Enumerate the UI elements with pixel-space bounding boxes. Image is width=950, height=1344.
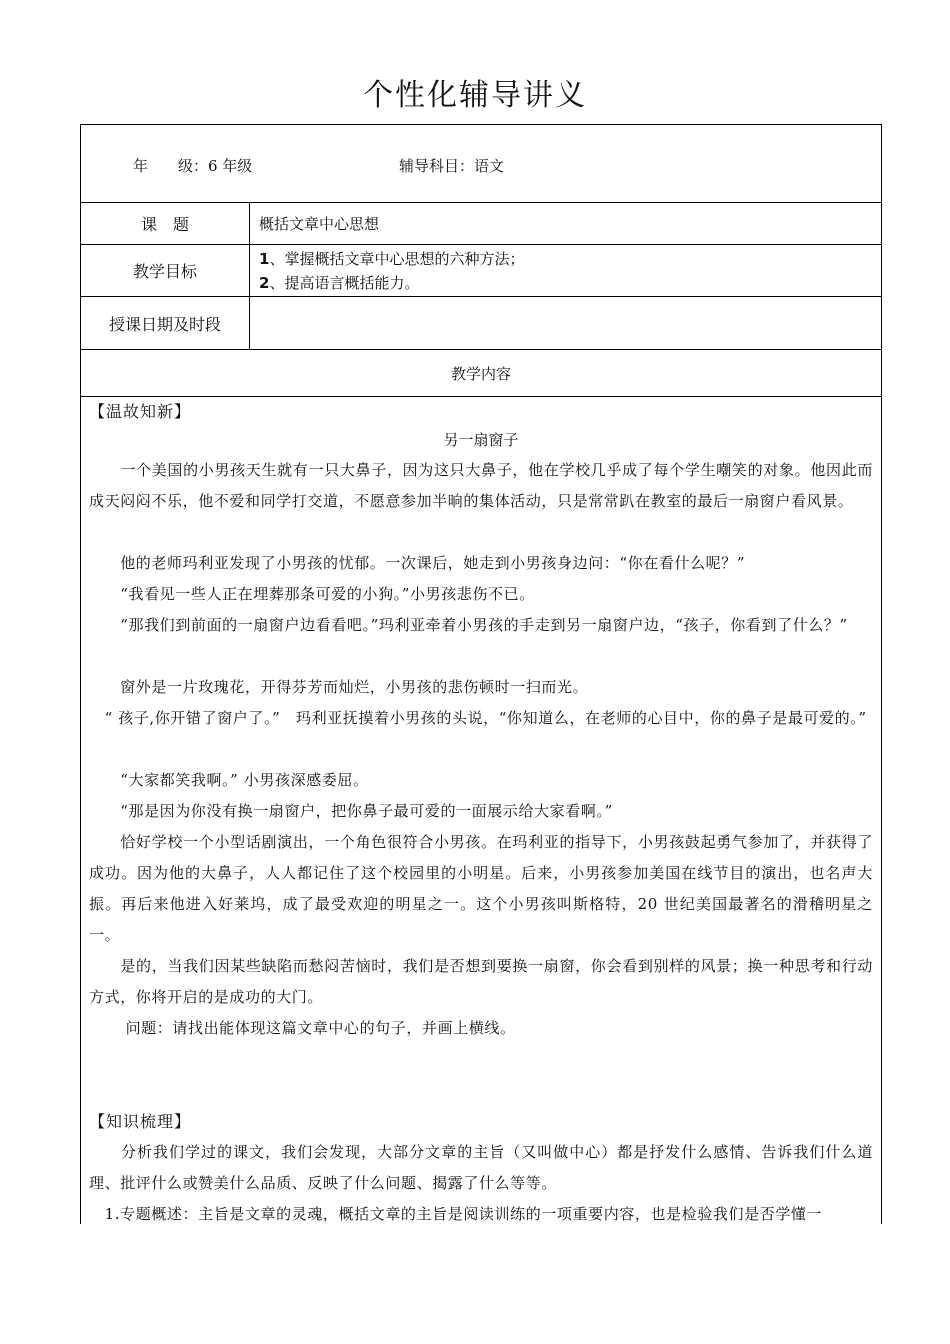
knowledge-paragraph: 1.专题概述：主旨是文章的灵魂，概括文章的主旨是阅读训练的一项重要内容，也是检验我们是否学懂一: [89, 1205, 823, 1223]
content-label: 教学内容: [450, 364, 511, 383]
question-text: 问题：请找出能体现这篇文章中心的句子，并画上横线。: [89, 1019, 516, 1037]
goal-item: 1、掌握概括文章中心思想的六种方法；: [259, 250, 525, 268]
knowledge-heading: 【知识梳理】: [89, 1112, 192, 1131]
story-paragraph: “大家都笑我啊。” 小男孩深感委屈。: [89, 771, 369, 789]
story-paragraph: “那我们到前面的一扇窗户边看看吧。”玛利亚牵着小男孩的手走到另一扇窗户边，“孩子，你看到了什么？”: [89, 616, 848, 634]
story-paragraph: 是的，当我们因某些缺陷而愁闷苦恼时，我们是否想到要换一扇窗，你会看到别样的风景；换一种思考和行动方式，你将开启的是成功的大门。: [89, 957, 873, 1006]
review-heading: 【温故知新】: [89, 402, 192, 421]
page-title: 个性化辅导讲义: [363, 78, 587, 113]
story-paragraph: “那是因为你没有换一扇窗户，把你鼻子最可爱的一面展示给大家看啊。”: [89, 802, 613, 820]
topic-row: [81, 203, 881, 245]
goal-item: 2、提高语言概括能力。: [259, 274, 420, 292]
content-header-row: [81, 350, 881, 397]
subject-field: 辅导科目：语文: [399, 157, 505, 175]
date-value: [259, 297, 875, 349]
story-paragraph: “我看见一些人正在埋葬那条可爱的小狗。”小男孩悲伤不已。: [89, 585, 535, 603]
story-paragraph: 恰好学校一个小型话剧演出，一个角色很符合小男孩。在玛利亚的指导下，小男孩鼓起勇气参加了，并获得了成功。因为他的大鼻子，人人都记住了这个校园里的小明星。后来，小男孩参加美国在线节目的演出，也名声大振。再后来他进入好莱坞，成了最受欢迎的明星之一。这个小男孩叫斯格特，20 世纪美国最著名的滑稽明星之一。: [89, 833, 873, 944]
story-paragraph: “ 孩子,你开错了窗户了。” 玛利亚抚摸着小男孩的头说，“你知道么，在老师的心目中，你的鼻子是最可爱的。”: [89, 709, 867, 727]
date-label: 授课日期及时段: [81, 297, 250, 349]
goal-list: [259, 247, 524, 295]
goal-label: 教学目标: [81, 245, 250, 296]
topic-value: 概括文章中心思想: [259, 215, 380, 233]
goal-row: [81, 245, 881, 297]
story-paragraph: 一个美国的小男孩天生就有一只大鼻子，因为这只大鼻子，他在学校几乎成了每个学生嘲笑的对象。他因此而成天闷闷不乐，他不爱和同学打交道，不愿意参加半晌的集体活动，只是常常趴在教室的最后一扇窗户看风景。: [89, 461, 873, 510]
knowledge-paragraph: 分析我们学过的课文，我们会发现，大部分文章的主旨（又叫做中心）都是抒发什么感情、告诉我们什么道理、批评什么或赞美什么品质、反映了什么问题、揭露了什么等等。: [89, 1143, 873, 1192]
header-row: [81, 125, 881, 203]
story-paragraph: 他的老师玛利亚发现了小男孩的忧郁。一次课后，她走到小男孩身边问：“你在看什么呢？”: [89, 554, 746, 572]
story-paragraph: 窗外是一片玫瑰花，开得芬芳而灿烂，小男孩的悲伤顿时一扫而光。: [89, 678, 589, 696]
story-title: 另一扇窗子: [443, 431, 519, 449]
date-row: [81, 297, 881, 350]
grade-field: 年 级：6 年级: [133, 157, 253, 175]
topic-label: 课 题: [81, 203, 250, 244]
lesson-table: [80, 124, 882, 1224]
